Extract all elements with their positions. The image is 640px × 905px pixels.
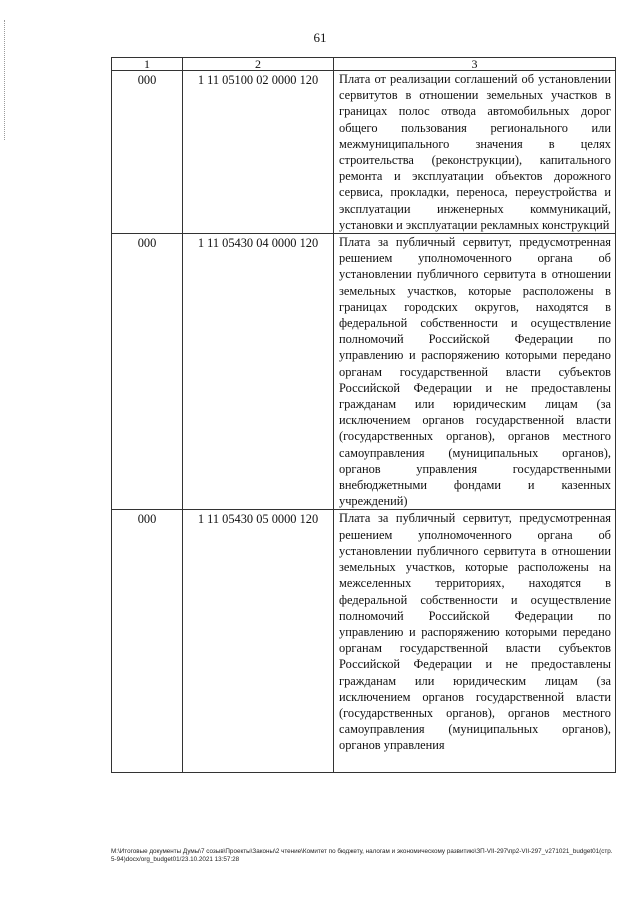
column-header-2: 2 bbox=[183, 58, 334, 71]
document-path-footer: M:\Итоговые документы Думы\7 созыв\Проекты\Законы\2 чтение\Комитет по бюджету, налогам и экономическому развитию\ЗП-VII-297\пр2-VII-297_v271021_budget01(стр. 5-94)docx/org_budget01/23.10.2021 13:57:28 bbox=[111, 848, 613, 863]
income-description-cell: Плата от реализации соглашений об установлении сервитутов в отношении земельных участков в границах полос отвода автомобильных дорог общего пользования регионального или межмуниципального значения в целях строительства (реконструкции), капитального ремонта и эксплуатации объектов дорожного сервиса, прокладки, переноса, переустройства и эксплуатации инженерных коммуникаций, установки и эксплуатации рекламных конструкций bbox=[334, 71, 616, 234]
table-row bbox=[112, 71, 616, 234]
income-description-cell: Плата за публичный сервитут, предусмотренная решением уполномоченного органа об установлении публичного сервитута в отношении земельных участков, которые расположены в границах городских округов, находятся в федеральной собственности и осуществление полномочий Российской Федерации по управлению и распоряжению которыми передано органам государственной власти субъектов Российской Федерации и не предоставлены гражданам или юридическим лицам (за исключением органов государственной власти (государственных органов), органов местного самоуправления (муниципальных органов), органов управления государственными внебюджетными фондами и казенных учреждений) bbox=[334, 234, 616, 510]
income-description-text: Плата за публичный сервитут, предусмотренная решением уполномоченного органа об установлении публичного сервитута в отношении земельных участков, которые расположены на межселенных территориях, находятся в федеральной собственности и осуществление полномочий Российской Федерации по управлению и распоряжению которыми передано органам государственной власти субъектов Российской Федерации и не предоставлены гражданам или юридическим лицам (за исключением органов государственной власти (государственных органов), органов местного самоуправления (муниципальных органов), органов управления bbox=[339, 511, 611, 753]
income-description-cell bbox=[334, 510, 616, 773]
budget-classification-table bbox=[111, 57, 616, 773]
column-header-1: 1 bbox=[112, 58, 183, 71]
table-header-row bbox=[112, 58, 616, 71]
page-number: 61 bbox=[313, 30, 327, 45]
table-row bbox=[112, 510, 616, 773]
kbk-code-cell: 1 11 05100 02 0000 120 bbox=[183, 71, 334, 234]
kbk-code-cell: 1 11 05430 05 0000 120 bbox=[183, 510, 334, 773]
table-row bbox=[112, 234, 616, 510]
admin-code-cell: 000 bbox=[112, 234, 183, 510]
column-header-3: 3 bbox=[334, 58, 616, 71]
admin-code-cell: 000 bbox=[112, 71, 183, 234]
admin-code-cell: 000 bbox=[112, 510, 183, 773]
kbk-code-cell: 1 11 05430 04 0000 120 bbox=[183, 234, 334, 510]
